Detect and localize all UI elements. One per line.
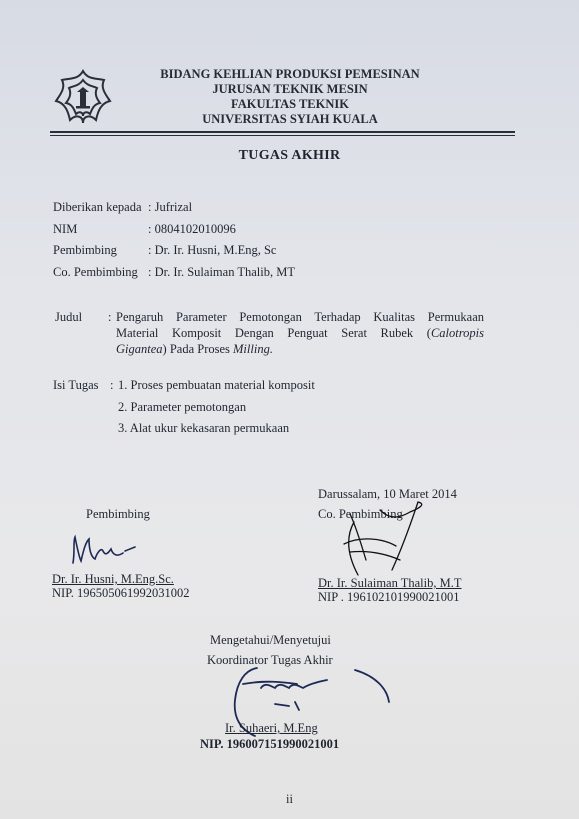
co-pembimbing-role: Co. Pembimbing: [318, 507, 403, 521]
field-value-co-supervisor: : Dr. Ir. Sulaiman Thalib, MT: [148, 265, 295, 279]
co-pembimbing-name: Dr. Ir. Sulaiman Thalib, M.T: [318, 576, 462, 590]
judul-line-2-text: Material Komposit Dengan Penguat Serat Rubek (: [116, 326, 431, 340]
field-value-supervisor: : Dr. Ir. Husni, M.Eng, Sc: [148, 243, 277, 257]
judul-label: Judul: [55, 310, 83, 324]
judul-line-3: [116, 341, 273, 357]
field-label-nim: NIM: [53, 222, 78, 236]
field-label-recipient: Diberikan kepada: [53, 200, 142, 214]
isi-tugas-label: Isi Tugas: [53, 378, 99, 392]
university-logo: [52, 68, 114, 126]
header-rule-thick: [50, 131, 515, 133]
header-rule-thin: [50, 135, 515, 136]
isi-tugas-colon: :: [110, 378, 114, 392]
judul-colon: :: [108, 310, 112, 324]
header-line-4: UNIVERSITAS SYIAH KUALA: [202, 112, 378, 126]
isi-tugas-item-2: 2. Parameter pemotongan: [118, 400, 247, 414]
koordinator-approval: Mengetahui/Menyetujui: [210, 633, 331, 647]
judul-line-1: Pengaruh Parameter Pemotongan Terhadap Kualitas Permukaan: [116, 310, 484, 324]
page-number: ii: [286, 792, 293, 806]
document-title: TUGAS AKHIR: [238, 148, 341, 163]
field-value-recipient: : Jufrizal: [148, 200, 193, 214]
judul-line-3-text: ) Pada Proses: [162, 342, 234, 356]
co-pembimbing-nip: NIP . 196102101990021001: [318, 590, 460, 604]
header-line-1: BIDANG KEHLIAN PRODUKSI PEMESINAN: [160, 67, 420, 81]
koordinator-role: Koordinator Tugas Akhir: [207, 653, 333, 667]
judul-line-2: [116, 325, 484, 341]
koordinator-name: Ir. Suhaeri, M.Eng: [225, 721, 318, 735]
field-label-co-supervisor: Co. Pembimbing: [53, 265, 138, 279]
judul-line-3-italic: Gigantea: [116, 342, 163, 356]
koordinator-nip: NIP. 196007151990021001: [200, 737, 340, 751]
pembimbing-signature: [65, 533, 140, 568]
pembimbing-nip: NIP. 196505061992031002: [52, 586, 190, 600]
pembimbing-role: Pembimbing: [86, 507, 150, 521]
isi-tugas-item-3: 3. Alat ukur kekasaran permukaan: [118, 421, 290, 435]
field-label-supervisor: Pembimbing: [53, 243, 117, 257]
pembimbing-name: Dr. Ir. Husni, M.Eng.Sc.: [52, 572, 174, 586]
judul-line-3-milling: Milling.: [233, 342, 273, 356]
header-line-3: FAKULTAS TEKNIK: [231, 97, 349, 111]
place-date: Darussalam, 10 Maret 2014: [318, 487, 457, 501]
co-pembimbing-signature: [330, 500, 430, 580]
isi-tugas-item-1: 1. Proses pembuatan material komposit: [118, 378, 315, 392]
header-line-2: JURUSAN TEKNIK MESIN: [212, 82, 368, 96]
field-value-nim: : 0804102010096: [148, 222, 236, 236]
judul-line-2-italic: Calotropis: [430, 326, 484, 340]
